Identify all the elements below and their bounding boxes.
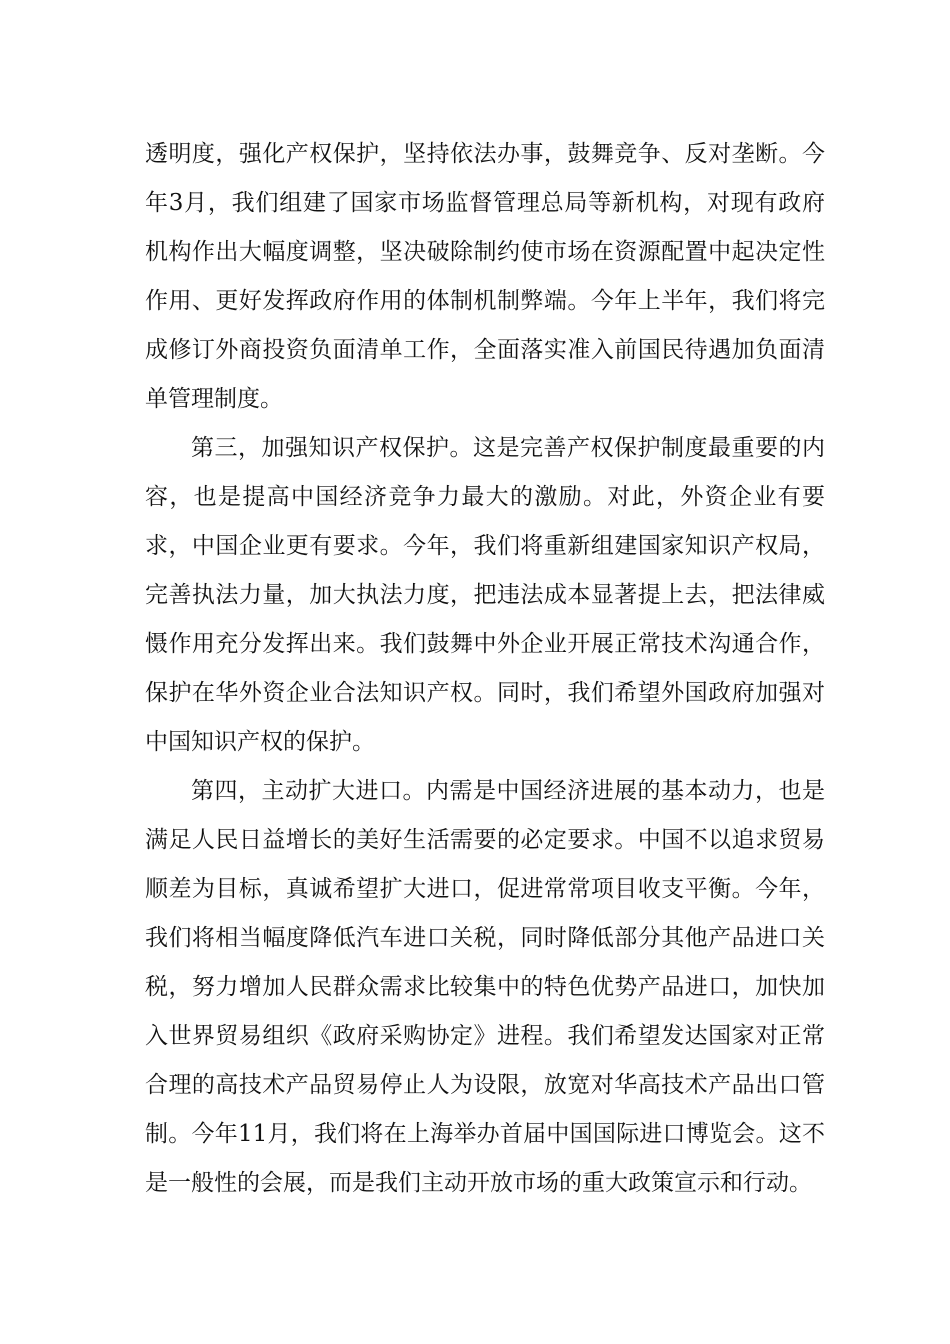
paragraph-continued: 透明度，强化产权保护，坚持依法办事，鼓舞竞争、反对垄断。今年3月，我们组建了国家市场监督管理总局等新机构，对现有政府机构作出大幅度调整，坚决破除制约使市场在资源配置中起决定性作用、更好发挥政府作用的体制机制弊端。今年上半年，我们将完成修订外商投资负面清单工作，全面落实准入前国民待遇加负面清单管理制度。 [145, 141, 825, 412]
paragraph-ip-protection: 第三，加强知识产权保护。这是完善产权保护制度最重要的内容，也是提高中国经济竞争力最大的激励。对此，外资企业有要求，中国企业更有要求。今年，我们将重新组建国家知识产权局，完善执法力量，加大执法力度，把违法成本显著提上去，把法律威慑作用充分发挥出来。我们鼓舞中外企业开展正常技术沟通合作，保护在华外资企业合法知识产权。同时，我们希望外国政府加强对中国知识产权的保护。 [145, 435, 825, 755]
body-text [145, 130, 825, 1208]
paragraph-expand-imports: 第四，主动扩大进口。内需是中国经济进展的基本动力，也是满足人民日益增长的美好生活需要的必定要求。中国不以追求贸易顺差为目标，真诚希望扩大进口，促进常常项目收支平衡。今年，我们将相当幅度降低汽车进口关税，同时降低部分其他产品进口关税，努力增加人民群众需求比较集中的特色优势产品进口，加快加入世界贸易组织《政府采购协定》进程。我们希望发达国家对正常合理的高技术产品贸易停止人为设限，放宽对华高技术产品出口管制。今年11月，我们将在上海举办首届中国国际进口博览会。这不是一般性的会展，而是我们主动开放市场的重大政策宣示和行动。 [145, 778, 825, 1196]
